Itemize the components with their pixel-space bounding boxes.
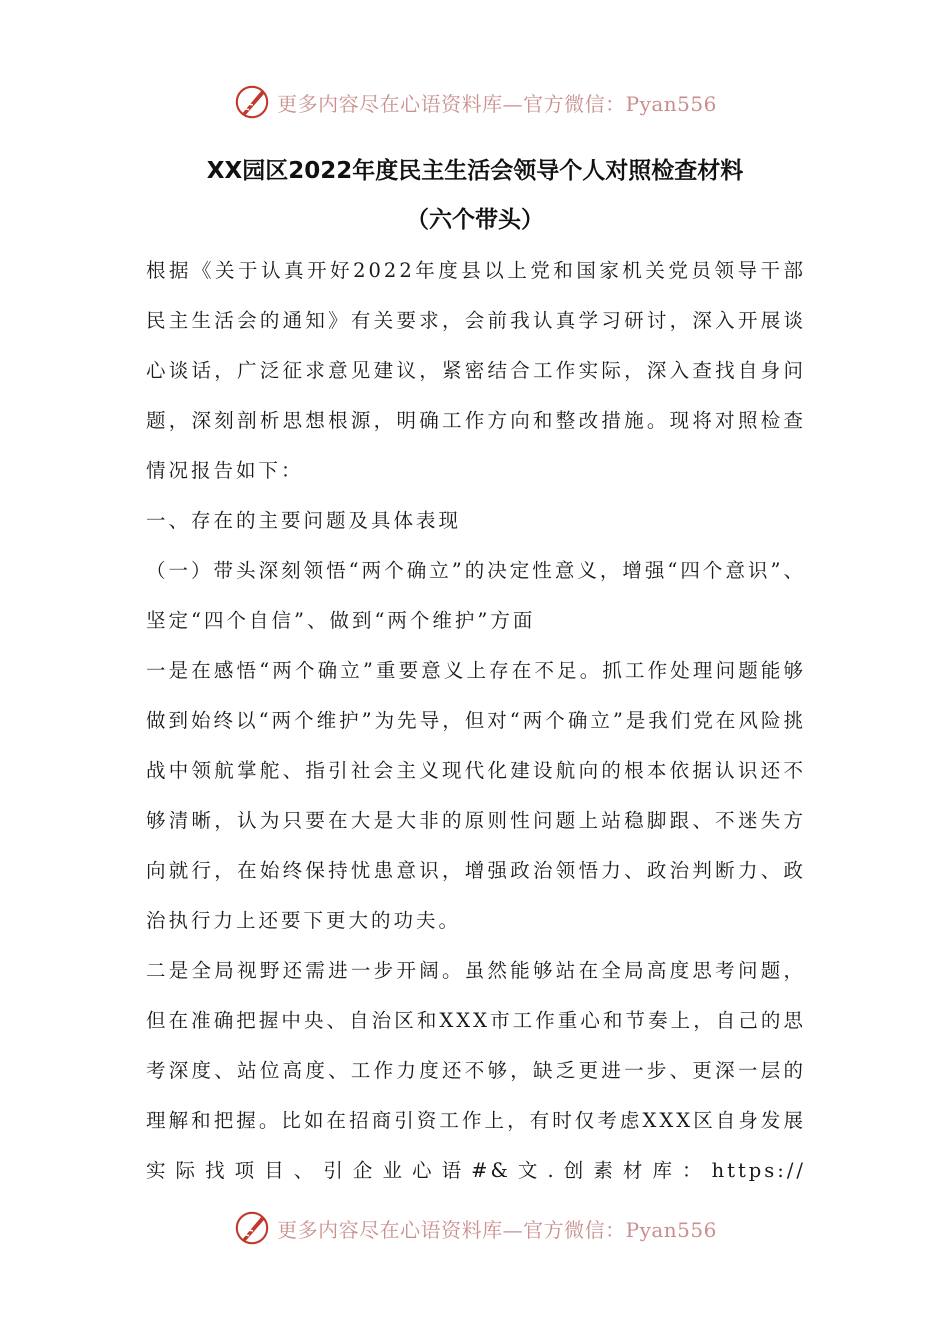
document-body: [146, 246, 806, 1196]
section-heading-problems: 一、存在的主要问题及具体表现: [146, 509, 462, 532]
footer-watermark-banner: [0, 1206, 950, 1250]
header-watermark-banner: [0, 80, 950, 124]
document-title: XX园区2022年度民主生活会领导个人对照检查材料: [206, 158, 744, 184]
paragraph-intro: 根据《关于认真开好2022年度县以上党和国家机关党员领导干部民主生活会的通知》有关要求，会前我认真学习研讨，深入开展谈心谈话，广泛征求意见建议，紧密结合工作实际，深入查找自身问题，深刻剖析思想根源，明确工作方向和整改措施。现将对照检查情况报告如下：: [146, 259, 806, 482]
quill-pen-logo-icon: [233, 1209, 271, 1247]
quill-pen-logo-icon: [233, 83, 271, 121]
document-subtitle: （六个带头）: [406, 207, 544, 233]
paragraph-point-1: 一是在感悟“两个确立”重要意义上存在不足。抓工作处理问题能够做到始终以“两个维护”为先导，但对“两个确立”是我们党在风险挑战中领航掌舵、指引社会主义现代化建设航向的根本依据认识还不够清晰，认为只要在大是大非的原则性问题上站稳脚跟、不迷失方向就行，在始终保持忧患意识，增强政治领悟力、政治判断力、政治执行力上还要下更大的功夫。: [146, 659, 806, 932]
subsection-heading-1: （一）带头深刻领悟“两个确立”的决定性意义，增强“四个意识”、坚定“四个自信”、做到“两个维护”方面: [146, 559, 806, 632]
watermark-text: 更多内容尽在心语资料库—官方微信：Pyan556: [277, 91, 717, 116]
paragraph-point-2: 二是全局视野还需进一步开阔。虽然能够站在全局高度思考问题，但在准确把握中央、自治区和XXX市工作重心和节奏上，自己的思考深度、站位高度、工作力度还不够，缺乏更进一步、更深一层的理解和把握。比如在招商引资工作上，有时仅考虑XXX区自身发展实际找项目、引企业心语#&文.创素材库：https://: [146, 959, 806, 1182]
watermark-text: 更多内容尽在心语资料库—官方微信：Pyan556: [277, 1217, 717, 1242]
